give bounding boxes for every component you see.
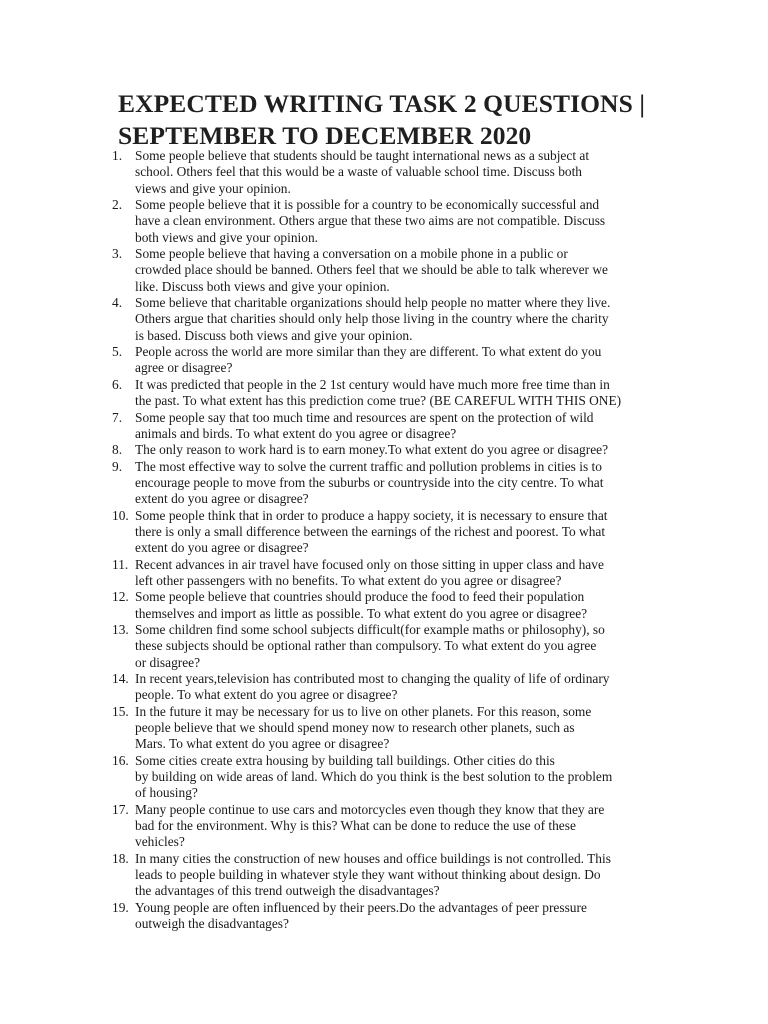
question-number: 16.	[112, 752, 129, 768]
question-number: 12.	[112, 589, 129, 605]
question-text-line: extent do you agree or disagree?	[135, 491, 309, 507]
question-item	[0, 671, 650, 704]
question-text-line: or disagree?	[135, 654, 201, 670]
question-item	[0, 802, 650, 851]
question-text-line: agree or disagree?	[135, 360, 233, 376]
question-number: 6.	[112, 376, 123, 392]
page-title	[118, 88, 678, 152]
question-text-line: The most effective way to solve the current traffic and pollution problems in cities is to	[135, 458, 602, 474]
question-item	[0, 851, 650, 900]
question-text-line: the past. To what extent has this prediction come true? (BE CAREFUL WITH THIS ONE)	[135, 393, 622, 409]
question-item	[0, 344, 650, 377]
question-text-line: is based. Discuss both views and give your opinion.	[135, 327, 413, 343]
question-number: 10.	[112, 507, 129, 523]
question-text-line: the advantages of this trend outweigh the disadvantages?	[135, 883, 440, 899]
question-text-line: It was predicted that people in the 2 1st century would have much more free time than in	[135, 376, 610, 392]
question-text-line: by building on wide areas of land. Which do you think is the best solution to the problem	[135, 769, 613, 785]
question-number: 5.	[112, 344, 123, 360]
question-text-line: Some people say that too much time and resources are spent on the protection of wild	[135, 409, 594, 425]
question-item	[0, 148, 650, 197]
question-item	[0, 459, 650, 508]
question-text-line: outweigh the disadvantages?	[135, 916, 289, 932]
question-item	[0, 377, 650, 410]
question-number: 4.	[112, 295, 123, 311]
question-text-line: have a clean environment. Others argue that these two aims are not compatible. Discuss	[135, 213, 606, 229]
question-number: 11.	[112, 556, 129, 572]
question-number: 18.	[112, 850, 129, 866]
question-item	[0, 508, 650, 557]
title-line: EXPECTED WRITING TASK 2 QUESTIONS |	[118, 89, 646, 118]
question-number: 3.	[112, 246, 123, 262]
title-line: SEPTEMBER TO DECEMBER 2020	[118, 121, 532, 150]
question-text-line: Some people believe that countries should produce the food to feed their population	[135, 589, 585, 605]
question-text-line: In many cities the construction of new houses and office buildings is not controlled. This	[135, 850, 611, 866]
question-text-line: Some people believe that it is possible for a country to be economically successful and	[135, 197, 600, 213]
question-number: 9.	[112, 458, 123, 474]
question-item	[0, 900, 650, 933]
question-text-line: themselves and import as little as possible. To what extent do you agree or disagree?	[135, 605, 588, 621]
question-item	[0, 704, 650, 753]
question-text-line: animals and birds. To what extent do you agree or disagree?	[135, 425, 457, 441]
question-text-line: The only reason to work hard is to earn money.To what extent do you agree or disagree?	[135, 442, 609, 458]
question-text-line: Some children find some school subjects difficult(for example maths or philosophy), so	[135, 621, 605, 637]
question-text-line: like. Discuss both views and give your opinion.	[135, 278, 390, 294]
question-text-line: bad for the environment. Why is this? What can be done to reduce the use of these	[135, 818, 576, 834]
question-text-line: people. To what extent do you agree or disagree?	[135, 687, 398, 703]
question-text-line: school. Others feel that this would be a waste of valuable school time. Discuss both	[135, 164, 583, 180]
question-text-line: these subjects should be optional rather than compulsory. To what extent do you agree	[135, 638, 597, 654]
question-text-line: views and give your opinion.	[135, 180, 291, 196]
question-item	[0, 246, 650, 295]
question-text-line: vehicles?	[135, 834, 185, 850]
question-number: 13.	[112, 621, 129, 637]
question-item	[0, 410, 650, 443]
question-number: 2.	[112, 197, 123, 213]
question-number: 7.	[112, 409, 123, 425]
question-text-line: People across the world are more similar than they are different. To what extent do you	[135, 344, 602, 360]
question-text-line: both views and give your opinion.	[135, 229, 318, 245]
question-item	[0, 295, 650, 344]
question-text-line: there is only a small difference between the earnings of the richest and poorest. To what	[135, 523, 606, 539]
question-text-line: Some people think that in order to produce a happy society, it is necessary to ensure that	[135, 507, 608, 523]
question-text-line: Some believe that charitable organizations should help people no matter where they live.	[135, 295, 611, 311]
question-item	[0, 622, 650, 671]
question-text-line: extent do you agree or disagree?	[135, 540, 309, 556]
question-item	[0, 753, 650, 802]
question-item	[0, 197, 650, 246]
question-text-line: In recent years,television has contributed most to changing the quality of life of ordinary	[135, 671, 610, 686]
question-text-line: Some people believe that students should be taught international news as a subject at	[135, 148, 590, 163]
question-list	[0, 148, 768, 933]
question-text-line: leads to people building in whatever style they want without thinking about design. Do	[135, 867, 601, 883]
question-text-line: In the future it may be necessary for us to live on other planets. For this reason, some	[135, 703, 592, 719]
question-text-line: Others argue that charities should only help those living in the country where the charity	[135, 311, 609, 327]
question-number: 19.	[112, 899, 129, 915]
question-text-line: people believe that we should spend money now to research other planets, such as	[135, 720, 575, 736]
question-text-line: of housing?	[135, 785, 198, 801]
question-number: 1.	[112, 148, 123, 163]
question-number: 17.	[112, 801, 129, 817]
question-text-line: Young people are often influenced by their peers.Do the advantages of peer pressure	[135, 899, 587, 915]
question-text-line: Some cities create extra housing by building tall buildings. Other cities do this	[135, 752, 555, 768]
question-text-line: Recent advances in air travel have focused only on those sitting in upper class and have	[135, 556, 604, 572]
question-text-line: Mars. To what extent do you agree or disagree?	[135, 736, 390, 752]
question-text-line: encourage people to move from the suburbs or countryside into the city centre. To what	[135, 474, 604, 490]
question-number: 15.	[112, 703, 129, 719]
question-number: 14.	[112, 671, 129, 686]
question-text-line: crowded place should be banned. Others feel that we should be able to talk wherever we	[135, 262, 608, 278]
question-item	[0, 557, 650, 590]
question-text-line: Some people believe that having a conversation on a mobile phone in a public or	[135, 246, 568, 262]
question-item	[0, 442, 650, 458]
question-number: 8.	[112, 442, 123, 458]
question-text-line: Many people continue to use cars and motorcycles even though they know that they are	[135, 801, 605, 817]
question-item	[0, 589, 650, 622]
question-text-line: left other passengers with no benefits. To what extent do you agree or disagree?	[135, 572, 562, 588]
